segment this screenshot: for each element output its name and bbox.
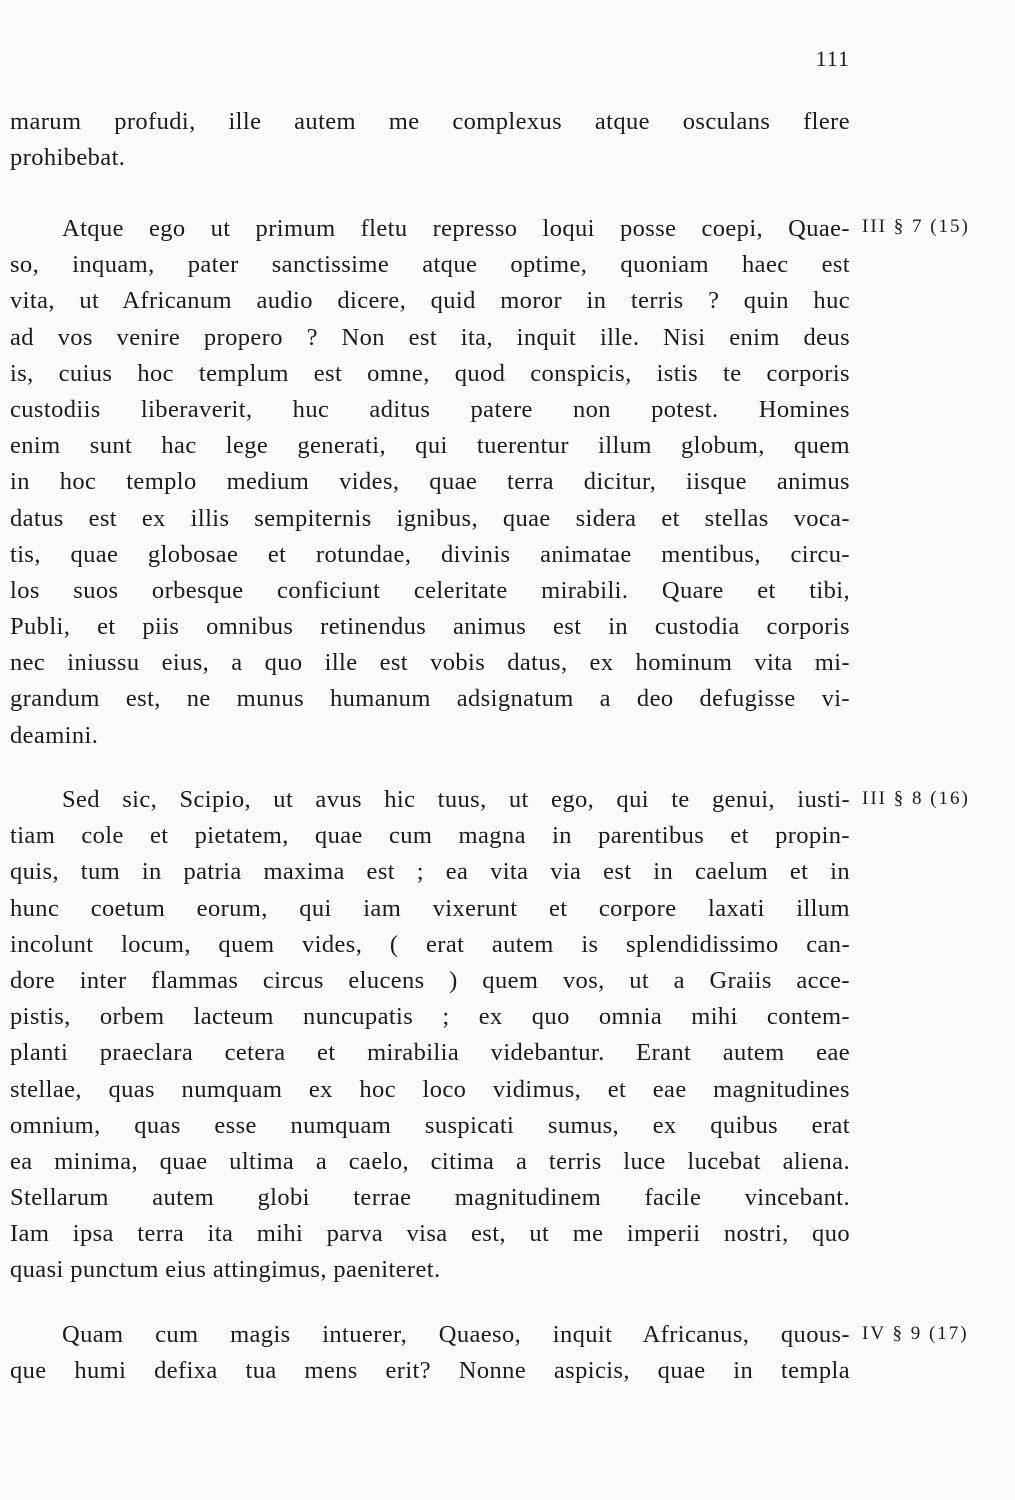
text-line: deamini. — [10, 721, 99, 749]
text-line: stellae, quas numquam ex hoc loco vidimus, et eae magnitudines — [10, 1075, 850, 1103]
text-line: is, cuius hoc templum est omne, quod conspicis, istis te corporis — [10, 359, 850, 387]
text-line: Atque ego ut primum fletu represso loqui posse coepi, Quae- — [62, 215, 850, 242]
text-line: quasi punctum eius attingimus, paeniteret. — [10, 1256, 441, 1284]
text-line: custodiis liberaverit, huc aditus patere non potest. Homines — [10, 395, 850, 423]
text-line: Stellarum autem globi terrae magnitudinem facile vincebant. — [10, 1184, 850, 1212]
text-line: grandum est, ne munus humanum adsignatum a deo defugisse vi- — [10, 685, 850, 713]
text-line: pistis, orbem lacteum nuncupatis ; ex quo omnia mihi contem- — [10, 1003, 850, 1031]
paragraph — [10, 1317, 850, 1389]
text-line: planti praeclara cetera et mirabilia videbantur. Erant autem eae — [10, 1039, 850, 1067]
text-line: in hoc templo medium vides, quae terra dicitur, iisque animus — [10, 468, 850, 496]
text-line: incolunt locum, quem vides, ( erat autem is splendidissimo can- — [10, 930, 850, 958]
text-line: nec iniussu eius, a quo ille est vobis datus, ex hominum vita mi- — [10, 649, 850, 677]
text-line: prohibebat. — [10, 144, 126, 172]
text-line: los suos orbesque conficiunt celeritate mirabili. Quare et tibi, — [10, 576, 850, 604]
text-line: ad vos venire propero ? Non est ita, inquit ille. Nisi enim deus — [10, 323, 850, 351]
text-line: marum profudi, ille autem me complexus atque osculans flere — [10, 108, 850, 135]
text-line: omnium, quas esse numquam suspicati sumus, ex quibus erat — [10, 1111, 850, 1139]
text-line: so, inquam, pater sanctissime atque optime, quoniam haec est — [10, 251, 850, 279]
margin-reference: IV § 9 (17) — [862, 1323, 969, 1344]
text-line: Iam ipsa terra ita mihi parva visa est, ut me imperii nostri, quo — [10, 1220, 850, 1248]
text-line: hunc coetum eorum, qui iam vixerunt et corpore laxati illum — [10, 894, 850, 922]
text-line: tiam cole et pietatem, quae cum magna in parentibus et propin- — [10, 822, 850, 850]
text-line: dore inter flammas circus elucens ) quem vos, ut a Graiis acce- — [10, 966, 850, 994]
text-line: que humi defixa tua mens erit? Nonne aspicis, quae in templa — [10, 1357, 850, 1385]
text-line: Quam cum magis intuerer, Quaeso, inquit Africanus, quous- — [62, 1321, 850, 1348]
text-line: tis, quae globosae et rotundae, divinis animatae mentibus, circu- — [10, 540, 850, 568]
paragraph — [10, 211, 850, 754]
paragraph — [10, 782, 850, 1289]
text-line: vita, ut Africanum audio dicere, quid moror in terris ? quin huc — [10, 287, 850, 315]
page-number: 111 — [815, 46, 850, 71]
text-line: Sed sic, Scipio, ut avus hic tuus, ut ego, qui te genui, iusti- — [62, 786, 850, 813]
text-line: ea minima, quae ultima a caelo, citima a terris luce lucebat aliena. — [10, 1147, 850, 1175]
text-line: quis, tum in patria maxima est ; ea vita via est in caelum et in — [10, 858, 850, 886]
margin-reference: III § 8 (16) — [862, 788, 970, 809]
text-line: datus est ex illis sempiternis ignibus, quae sidera et stellas voca- — [10, 504, 850, 532]
paragraph-continuation — [10, 104, 850, 176]
margin-reference: III § 7 (15) — [862, 216, 970, 237]
text-line: Publi, et piis omnibus retinendus animus est in custodia corporis — [10, 613, 850, 641]
text-line: enim sunt hac lege generati, qui tuerentur illum globum, quem — [10, 432, 850, 460]
